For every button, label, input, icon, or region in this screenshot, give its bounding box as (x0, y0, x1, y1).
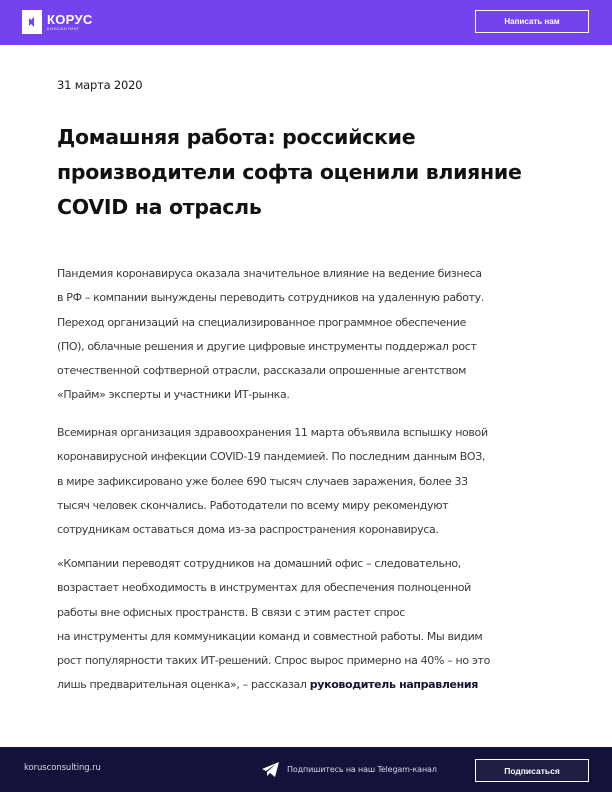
paragraph-line: «Компании переводят сотрудников на домашний офис – следовательно, (57, 557, 461, 570)
paragraph-line (57, 673, 567, 697)
paragraph-line: (ПО), облачные решения и другие цифровые инструменты поддержал рост (57, 339, 477, 353)
paragraph-line: отечественной софтверной отрасли, рассказали опрошенные агентством (57, 364, 467, 378)
paragraph-line: «Прайм» эксперты и участники ИТ-рынка. (57, 388, 290, 402)
title-line: Домашняя работа: российские (57, 125, 416, 149)
article-date: 31 марта 2020 (57, 78, 143, 92)
paragraph-line: возрастает необходимость в инструментах для обеспечения полноценной (57, 581, 471, 595)
article-paragraph-3 (57, 552, 567, 698)
paragraph-line: коронавирусной инфекции COVID-19 пандемией. По последним данным ВОЗ, (57, 450, 486, 464)
paragraph-line: на инструменты для коммуникации команд и совместной работы. Мы видим (57, 629, 483, 643)
paragraph-line: тысяч человек скончались. Работодатели по всему миру рекомендуют (57, 498, 449, 512)
paragraph-line: Пандемия коронавируса оказала значительное влияние на ведение бизнеса (57, 267, 482, 280)
subscribe-button[interactable]: Подписаться (475, 759, 589, 782)
paragraph-line: Переход организаций на специализированное программное обеспечение (57, 315, 466, 329)
paragraph-line: сотрудникам оставаться дома из-за распространения коронавируса. (57, 523, 439, 537)
korus-logo[interactable] (22, 9, 93, 35)
paragraph-line: работы вне офисных пространств. В связи с этим растет спрос (57, 605, 406, 619)
paragraph-line: в РФ – компании вынуждены переводить сотрудников на удаленную работу. (57, 291, 484, 305)
article-paragraph-2 (57, 421, 567, 542)
site-header (0, 0, 612, 45)
telegram-subscribe-text: Подпишитесь на наш Telegam-канал (287, 765, 437, 774)
telegram-paper-plane-icon (262, 762, 279, 777)
telegram-promo[interactable] (262, 762, 437, 777)
contact-us-button[interactable]: Написать нам (475, 10, 589, 33)
logo-text (47, 13, 93, 32)
korus-logo-mark-icon (22, 10, 42, 34)
title-line: COVID на отрасль (57, 195, 262, 219)
paragraph-line: в мире зафиксировано уже более 690 тысяч случаев заражения, более 33 (57, 474, 468, 488)
title-line: производители софта оценили влияние (57, 160, 522, 184)
paragraph-line: рост популярности таких ИТ-решений. Спрос вырос примерно на 40% – но это (57, 654, 490, 668)
site-footer (0, 747, 612, 792)
article-title (57, 120, 567, 225)
paragraph-text: лишь предварительная оценка», – рассказал (57, 678, 310, 692)
site-link[interactable]: korusconsulting.ru (24, 763, 101, 773)
logo-subtitle: КОНСАЛТИНГ (47, 25, 80, 31)
speaker-role: руководитель направления (309, 678, 478, 692)
paragraph-line: Всемирная организация здравоохранения 11 марта объявила вспышку новой (57, 426, 488, 439)
logo-name: КОРУС (47, 11, 93, 27)
article-paragraph-1 (57, 262, 567, 408)
